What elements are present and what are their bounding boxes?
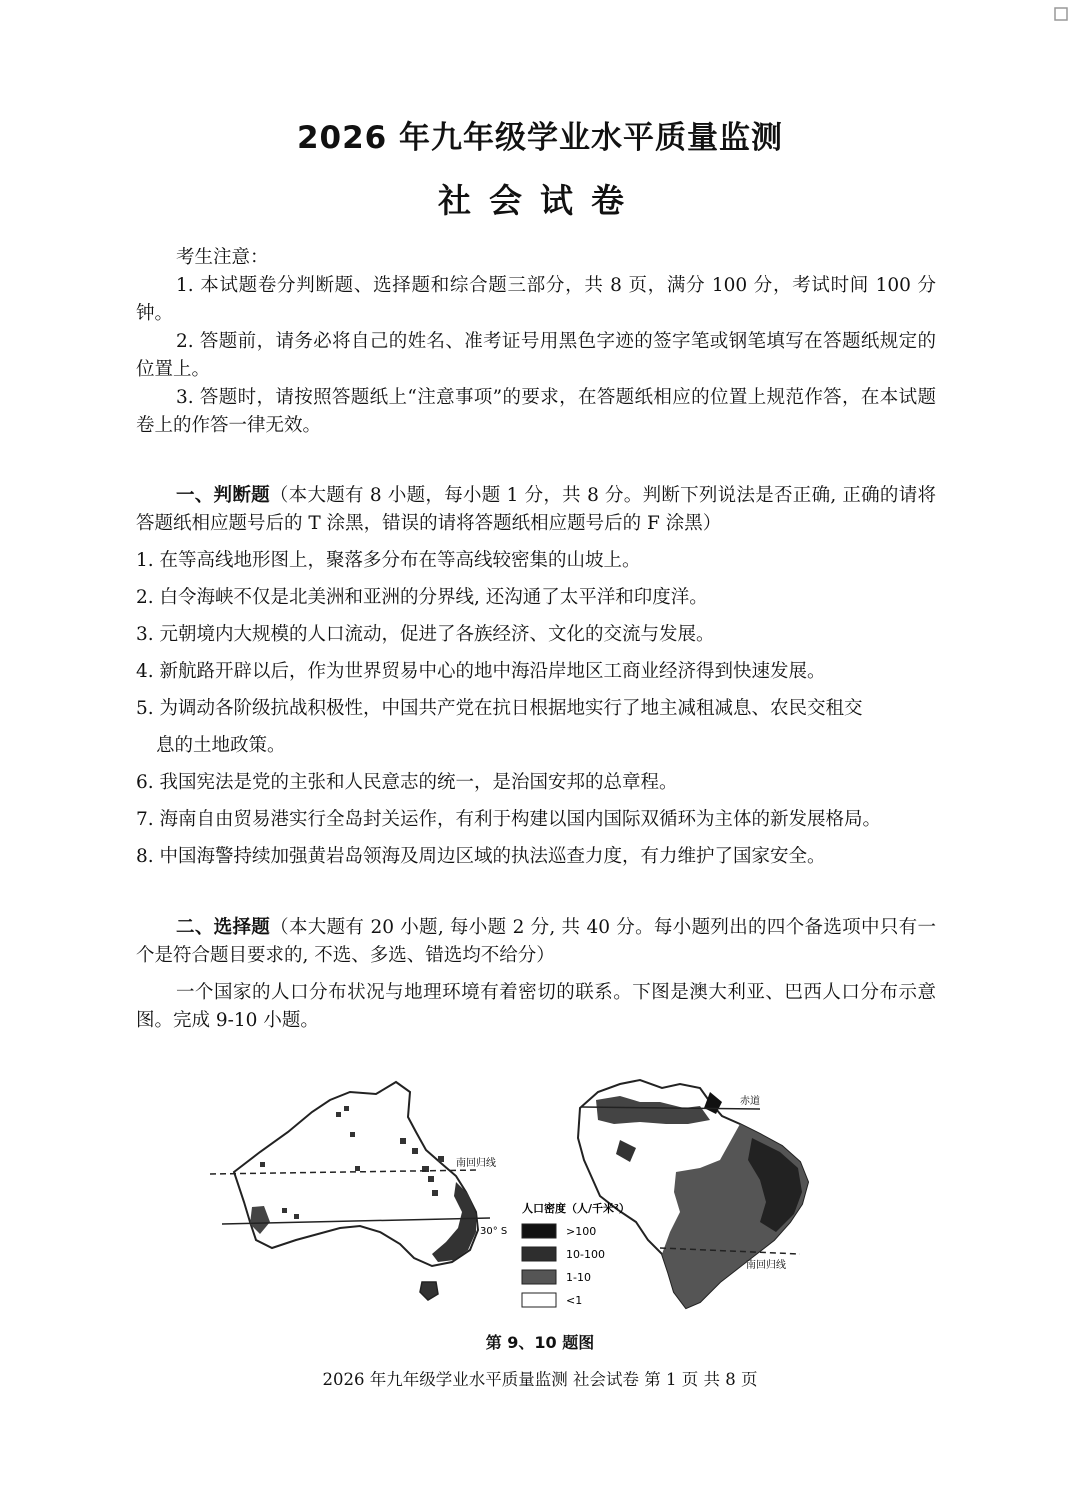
notice-item: 2. 答题前，请务必将自己的姓名、准考证号用黑色字迹的签字笔或钢笔填写在答题纸规定的位置上。 (136, 331, 936, 380)
legend-label: 1-10 (566, 1271, 591, 1284)
tropic-label-br: 南回归线 (746, 1260, 786, 1271)
question-item (136, 769, 936, 797)
section-header (136, 914, 936, 970)
question-item (136, 658, 936, 686)
legend-swatch (522, 1247, 556, 1261)
question-text: 2. 白令海峡不仅是北美洲和亚洲的分界线, 还沟通了太平洋和印度洋。 (136, 587, 708, 608)
question-item (136, 621, 936, 649)
question-text: 6. 我国宪法是党的主张和人民意志的统一，是治国安邦的总章程。 (136, 772, 678, 793)
map-legend (522, 1201, 630, 1307)
question-text: 8. 中国海警持续加强黄岩岛领海及周边区域的执法巡查力度，有力维护了国家安全。 (136, 846, 826, 867)
notice-heading: 考生注意： (176, 247, 269, 268)
notice-item: 1. 本试题卷分判断题、选择题和综合题三部分，共 8 页，满分 100 分，考试时间 100 分钟。 (136, 275, 936, 324)
legend-title: 人口密度（人/千米²） (522, 1202, 630, 1215)
legend-swatch (522, 1293, 556, 1307)
population-map-figure (200, 1072, 840, 1320)
section-label: 二、选择题 (176, 917, 271, 938)
legend-label: 10-100 (566, 1248, 605, 1261)
question-text: 7. 海南自由贸易港实行全岛封关运作，有利于构建以国内国际双循环为主体的新发展格局。 (136, 809, 882, 830)
legend-label: >100 (566, 1225, 597, 1238)
question-item (136, 547, 936, 575)
legend-label: <1 (566, 1294, 583, 1307)
legend-swatch (522, 1270, 556, 1284)
brazil-map (578, 1080, 808, 1308)
question-text: 5. 为调动各阶级抗战积极性，中国共产党在抗日根据地实行了地主减租减息、农民交租交 (136, 698, 863, 719)
exam-subtitle: 社会试卷 (438, 181, 642, 220)
equator-label: 赤道 (740, 1096, 760, 1107)
notice-item: 3. 答题时，请按照答题纸上“注意事项”的要求，在答题纸相应的位置上规范作答，在本试题卷上的作答一律无效。 (136, 387, 936, 436)
section-label: 一、判断题 (176, 485, 270, 506)
question-item (136, 695, 936, 760)
section-desc: （本大题有 20 小题, 每小题 2 分, 共 40 分。每小题列出的四个备选项中只有一个是符合题目要求的, 不选、多选、错选均不给分） (136, 917, 936, 966)
question-item (136, 584, 936, 612)
legend-swatch (522, 1224, 556, 1238)
candidate-notice (136, 244, 936, 440)
latitude-30s-label: 30° S (480, 1226, 508, 1237)
tropic-label-au: 南回归线 (456, 1158, 496, 1169)
section-choice (136, 914, 936, 1035)
page-footer: 2026 年九年级学业水平质量监测 社会试卷 第 1 页 共 8 页 (322, 1370, 758, 1389)
australia-map (234, 1082, 478, 1300)
question-text: 1. 在等高线地形图上，聚落多分布在等高线较密集的山坡上。 (136, 550, 641, 571)
question-item (136, 806, 936, 834)
exam-title: 2026 年九年级学业水平质量监测 (296, 120, 784, 156)
question-text: 4. 新航路开辟以后，作为世界贸易中心的地中海沿岸地区工商业经济得到快速发展。 (136, 661, 826, 682)
question-text-continued: 息的土地政策。 (156, 735, 286, 756)
section-header (136, 482, 936, 538)
figure-caption: 第 9、10 题图 (485, 1333, 595, 1352)
question-item (136, 843, 936, 871)
corner-mark-icon (1054, 6, 1068, 20)
section-judgment (136, 482, 936, 871)
section-desc: （本大题有 8 小题，每小题 1 分，共 8 分。判断下列说法是否正确, 正确的请将答题纸相应题号后的 T 涂黑，错误的请将答题纸相应题号后的 F 涂黑） (136, 485, 936, 534)
question-intro: 一个国家的人口分布状况与地理环境有着密切的联系。下图是澳大利亚、巴西人口分布示意图。完成 9-10 小题。 (136, 982, 936, 1031)
question-text: 3. 元朝境内大规模的人口流动，促进了各族经济、文化的交流与发展。 (136, 624, 715, 645)
